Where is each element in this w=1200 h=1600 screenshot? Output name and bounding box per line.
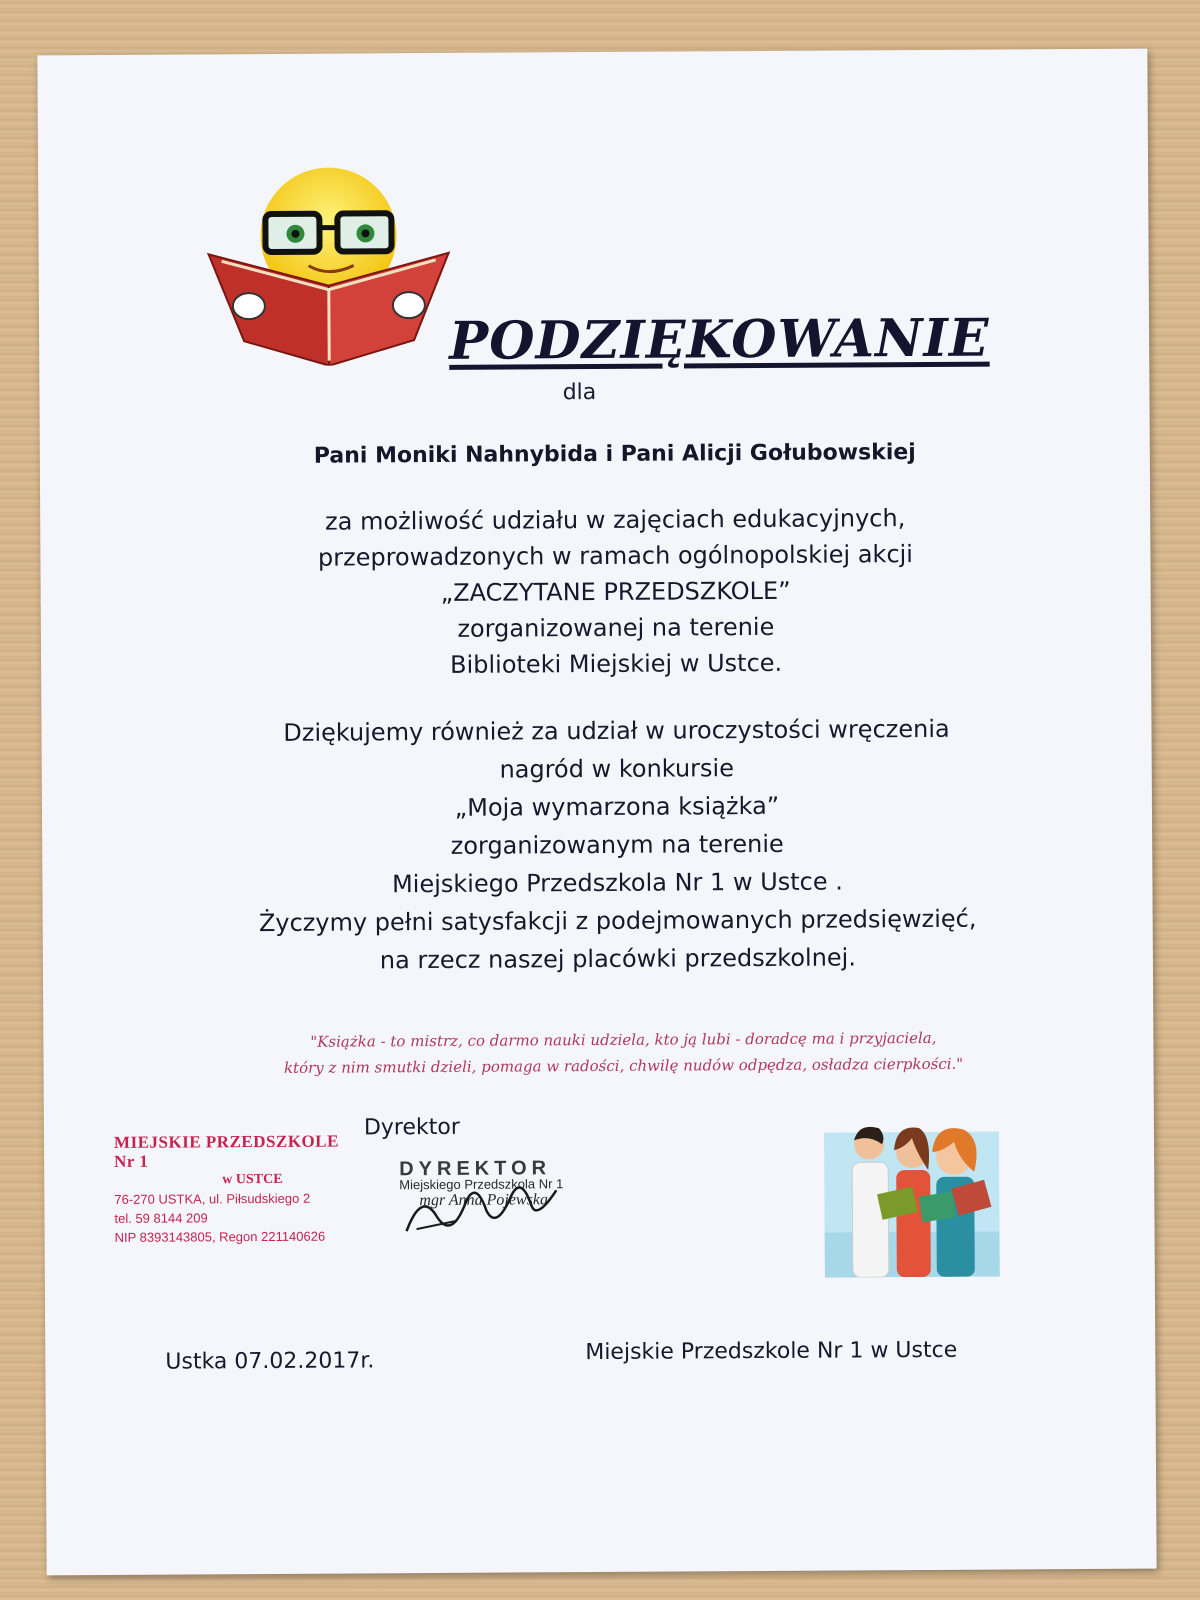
paragraph-line: nagród w konkursie — [499, 754, 735, 784]
stamp-line: Miejskiego Przedszkola Nr 1 — [399, 1176, 564, 1193]
stamp-line: mgr Anna Pojewska — [419, 1191, 549, 1210]
paragraph-line: Życzymy pełni satysfakcji z podejmowanych przedsięwzięć, — [258, 904, 977, 938]
signature-mark — [396, 1170, 596, 1241]
school-stamp — [114, 1131, 365, 1247]
stamp-line: w USTCE — [222, 1171, 283, 1188]
page-title: PODZIĘKOWANIE — [448, 307, 990, 372]
stamp-line: tel. 59 8144 209 — [114, 1210, 208, 1226]
paragraph-thanks — [141, 709, 1093, 981]
paragraph-line: Biblioteki Miejskiej w Ustce. — [449, 648, 783, 679]
paragraph-line: na rzecz naszej placówki przedszkolnej. — [379, 943, 857, 975]
quote-line: "Książka - to mistrz, co darmo nauki udziela, kto ją lubi - doradcę ma i przyjaciela, — [310, 1028, 937, 1051]
title-preposition: dla — [562, 379, 597, 406]
paragraph-line: „Moja wymarzona książka” — [454, 791, 780, 822]
book-quote — [173, 1024, 1073, 1081]
reading-emoji-illustration — [203, 165, 454, 367]
school-name: Miejskie Przedszkole Nr 1 w Ustce — [585, 1337, 958, 1366]
certificate-paper — [37, 49, 1156, 1576]
reading-children-illustration — [824, 1122, 1000, 1278]
paragraph-line: przeprowadzonych w ramach ogólnopolskiej akcji — [317, 540, 914, 572]
paragraph-line: „ZACZYTANE PRZEDSZKOLE” — [440, 576, 791, 607]
paragraph-line: Dziękujemy również za udział w uroczystości wręczenia — [283, 714, 950, 747]
stamp-line: 76-270 USTKA, ul. Piłsudskiego 2 — [114, 1190, 311, 1207]
paragraph-line: za możliwość udziału w zajęciach edukacyjnych, — [325, 504, 906, 536]
quote-line: który z nim smutki dzieli, pomaga w radości, chwilę nudów odpędza, osładza cierpkości." — [283, 1054, 964, 1077]
paragraph-line: Miejskiego Przedszkola Nr 1 w Ustce . — [391, 867, 843, 899]
stamp-line: DYREKTOR — [399, 1157, 552, 1181]
stamp-line: MIEJSKIE PRZEDSZKOLE Nr 1 — [113, 1131, 339, 1171]
recipients-line: Pani Moniki Nahnybida i Pani Alicji Gołubowskiej — [313, 440, 916, 469]
paragraph-edu — [190, 499, 1041, 684]
stamp-line: NIP 8393143805, Regon 221140626 — [114, 1228, 326, 1245]
issue-date: Ustka 07.02.2017r. — [165, 1348, 375, 1375]
paragraph-line: zorganizowanym na terenie — [450, 829, 784, 860]
paragraph-line: zorganizowanej na terenie — [457, 612, 775, 643]
director-label: Dyrektor — [363, 1114, 460, 1141]
